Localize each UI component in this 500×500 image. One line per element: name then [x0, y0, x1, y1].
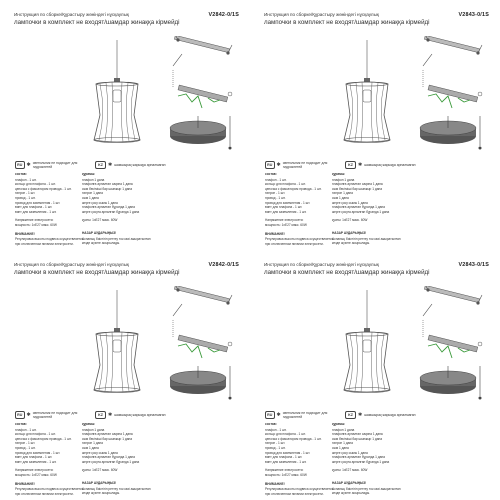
warning-head-ru: ВНИМАНИЕ!: [15, 481, 35, 486]
bulbs-note: лампочки в комплект не входят/шамдар жинаққа кірмейді: [264, 269, 430, 276]
note-ru: светильник не подходит для гидроклетей: [32, 411, 78, 419]
list-item: винт для заземления - 1 шт.: [265, 459, 307, 464]
contents-list-kz: [332, 422, 452, 496]
instruction-panel: [250, 0, 500, 250]
list-item: цепочка с фиксатором провода - 1 шт.: [265, 186, 322, 191]
list-item: Регулировка высоты подвеса осуществляется: [265, 237, 334, 242]
note-ru: светильник не подходит для гидроклетей: [32, 161, 78, 169]
no-light-icon: ✱: [358, 412, 363, 418]
list-item: жерге қосуға арналған бұранда 1 дана: [82, 209, 140, 214]
list-item: патрон - 1 шт.: [15, 191, 36, 196]
contents-head-ru: состав:: [265, 422, 277, 426]
language-badge-ru: RU: [15, 161, 25, 169]
list-item: Регулировка высоты подвеса осуществляется: [265, 487, 334, 492]
list-item: мощность: 1xE27 макс. 60W: [265, 472, 307, 477]
list-item: кольцо для плафона - 1 шт.: [265, 182, 306, 187]
list-item: жерге қосу сымы 1 дана: [82, 450, 118, 455]
pendant-lamp-illustration: [82, 40, 152, 145]
mounting-bracket-diagram: [418, 36, 490, 156]
list-item: плафонға арналған бұранда 1 дана: [332, 455, 385, 460]
list-item: сым 1 дана: [332, 195, 349, 200]
list-item: плафонға арналған сақина 1 дана: [82, 182, 133, 187]
warnings-row: [265, 158, 490, 172]
contents-head-ru: состав:: [265, 172, 277, 176]
list-item: патрон - 1 шт.: [265, 191, 286, 196]
list-item: плафон - 1 шт.: [265, 427, 287, 432]
list-item: винт для заземления - 1 шт.: [15, 209, 57, 214]
list-item: плафонға арналған сақина 1 дана: [332, 432, 383, 437]
panel-header: [264, 12, 489, 26]
list-item: жерге қосуға арналған бұранда 1 дана: [332, 459, 390, 464]
list-item: Напряжение электросети:: [265, 468, 304, 473]
list-item: провод для заземления - 1 шт.: [265, 450, 311, 455]
warnings-row: [265, 408, 490, 422]
contents-list-kz: [82, 422, 202, 496]
list-item: сым бекіткіші бар шынжыр 1 дана: [332, 186, 383, 191]
panel-header: [14, 262, 239, 276]
list-item: Аспаның биіктігін реттеу ток көзі ажыратылған: [332, 236, 401, 241]
list-item: винт для плафона - 1 шт.: [15, 205, 53, 210]
contents-head-ru: состав:: [15, 422, 27, 426]
list-item: кезде жүзеге асырылады.: [82, 241, 121, 246]
warnings-row: [15, 158, 240, 172]
list-item: Напряжение электросети:: [15, 468, 54, 473]
list-item: провод - 1 шт.: [15, 445, 36, 450]
no-light-icon: ✱: [108, 162, 113, 168]
list-item: жерге қосу сымы 1 дана: [332, 450, 368, 455]
no-light-icon: ✱: [108, 412, 113, 418]
list-item: плафон 1 дана: [332, 427, 355, 432]
list-item: Напряжение электросети:: [265, 218, 304, 223]
warning-head-ru: ВНИМАНИЕ!: [265, 231, 285, 236]
list-item: патрон 1 дана: [332, 441, 353, 446]
assembly-title: Инструкция по сборке/Құрастыру жөніндегі нұсқаулық: [14, 262, 129, 267]
contents-head-kz: құрамы:: [82, 422, 96, 426]
list-item: патрон - 1 шт.: [15, 441, 36, 446]
list-item: сым бекіткіші бар шынжыр 1 дана: [82, 436, 133, 441]
contents-list-kz: [82, 172, 202, 246]
contents-head-kz: құрамы:: [332, 172, 346, 176]
note-kz: шамшырақ жарыққа арналмаған: [114, 163, 166, 167]
warning-head-kz: НАЗАР АУДАРЫҢЫЗ!: [332, 230, 367, 235]
mounting-bracket-diagram: [418, 286, 490, 406]
list-item: кезде жүзеге асырылады.: [332, 241, 371, 246]
list-item: мощность: 1xE27 макс. 60W: [15, 472, 57, 477]
list-item: провод - 1 шт.: [265, 445, 286, 450]
no-hydro-icon: ✱: [26, 162, 31, 168]
bulbs-note: лампочки в комплект не входят/шамдар жинаққа кірмейді: [14, 19, 180, 26]
list-item: патрон 1 дана: [332, 191, 353, 196]
list-item: Напряжение электросети:: [15, 218, 54, 223]
list-item: кольцо для плафона - 1 шт.: [265, 432, 306, 437]
warning-head-kz: НАЗАР АУДАРЫҢЫЗ!: [82, 480, 117, 485]
list-item: қуаты: 1xE27 макс. 60W: [82, 218, 118, 223]
list-item: провод - 1 шт.: [15, 195, 36, 200]
list-item: провод - 1 шт.: [265, 195, 286, 200]
list-item: жерге қосу сымы 1 дана: [82, 200, 118, 205]
list-item: винт для заземления - 1 шт.: [15, 459, 57, 464]
list-item: кольцо для плафона - 1 шт.: [15, 182, 56, 187]
list-item: жерге қосу сымы 1 дана: [332, 200, 368, 205]
language-badge-ru: RU: [265, 161, 275, 169]
list-item: сым 1 дана: [332, 445, 349, 450]
contents-head-ru: состав:: [15, 172, 27, 176]
language-badge-kz: KZ: [345, 411, 356, 419]
list-item: Аспаның биіктігін реттеу ток көзі ажыратылған: [332, 486, 401, 491]
list-item: кезде жүзеге асырылады.: [332, 491, 371, 496]
list-item: цепочка с фиксатором провода - 1 шт.: [15, 436, 72, 441]
list-item: плафонға арналған бұранда 1 дана: [332, 205, 385, 210]
list-item: қуаты: 1xE27 макс. 60W: [332, 218, 368, 223]
warning-head-ru: ВНИМАНИЕ!: [15, 231, 35, 236]
list-item: цепочка с фиксатором провода - 1 шт.: [15, 186, 72, 191]
list-item: винт для плафона - 1 шт.: [15, 455, 53, 460]
list-item: плафон 1 дана: [82, 427, 105, 432]
warning-head-kz: НАЗАР АУДАРЫҢЫЗ!: [332, 480, 367, 485]
list-item: Аспаның биіктігін реттеу ток көзі ажыратылған: [82, 486, 151, 491]
list-item: кезде жүзеге асырылады.: [82, 491, 121, 496]
list-item: провод для заземления - 1 шт.: [15, 200, 61, 205]
list-item: при отключенном питании электросети.: [265, 491, 324, 496]
mounting-bracket-diagram: [168, 36, 240, 156]
note-kz: шамшырақ жарыққа арналмаған: [364, 163, 416, 167]
list-item: патрон 1 дана: [82, 441, 103, 446]
list-item: мощность: 1xE27 макс. 60W: [265, 222, 307, 227]
contents-list-kz: [332, 172, 452, 246]
list-item: қуаты: 1xE27 макс. 60W: [332, 468, 368, 473]
language-badge-kz: KZ: [95, 161, 106, 169]
model-number: V2842-0/1S: [208, 262, 239, 268]
instruction-panel: [0, 250, 250, 500]
list-item: плафонға арналған сақина 1 дана: [82, 432, 133, 437]
list-item: сым бекіткіші бар шынжыр 1 дана: [332, 436, 383, 441]
mounting-bracket-diagram: [168, 286, 240, 406]
list-item: винт для плафона - 1 шт.: [265, 455, 303, 460]
panel-header: [14, 12, 239, 26]
list-item: патрон - 1 шт.: [265, 441, 286, 446]
language-badge-ru: RU: [265, 411, 275, 419]
list-item: жерге қосуға арналған бұранда 1 дана: [82, 459, 140, 464]
pendant-lamp-illustration: [332, 40, 402, 145]
list-item: жерге қосуға арналған бұранда 1 дана: [332, 209, 390, 214]
model-number: V2843-0/1S: [458, 262, 489, 268]
list-item: Аспаның биіктігін реттеу ток көзі ажыратылған: [82, 236, 151, 241]
list-item: сым 1 дана: [82, 445, 99, 450]
bulbs-note: лампочки в комплект не входят/шамдар жинаққа кірмейді: [14, 269, 180, 276]
no-light-icon: ✱: [358, 162, 363, 168]
list-item: плафон - 1 шт.: [15, 177, 37, 182]
list-item: плафон - 1 шт.: [265, 177, 287, 182]
warning-head-kz: НАЗАР АУДАРЫҢЫЗ!: [82, 230, 117, 235]
pendant-lamp-illustration: [332, 290, 402, 395]
note-kz: шамшырақ жарыққа арналмаған: [364, 413, 416, 417]
note-ru: светильник не подходит для гидроклетей: [282, 411, 328, 419]
list-item: плафонға арналған бұранда 1 дана: [82, 205, 135, 210]
list-item: патрон 1 дана: [82, 191, 103, 196]
no-hydro-icon: ✱: [276, 412, 281, 418]
pendant-lamp-illustration: [82, 290, 152, 395]
list-item: сым бекіткіші бар шынжыр 1 дана: [82, 186, 133, 191]
contents-head-kz: құрамы:: [332, 422, 346, 426]
list-item: плафонға арналған сақина 1 дана: [332, 182, 383, 187]
note-ru: светильник не подходит для гидроклетей: [282, 161, 328, 169]
list-item: винт для плафона - 1 шт.: [265, 205, 303, 210]
list-item: плафонға арналған бұранда 1 дана: [82, 455, 135, 460]
contents-head-kz: құрамы:: [82, 172, 96, 176]
list-item: сым 1 дана: [82, 195, 99, 200]
list-item: кольцо для плафона - 1 шт.: [15, 432, 56, 437]
list-item: қуаты: 1xE27 макс. 60W: [82, 468, 118, 473]
instruction-panel: [0, 0, 250, 250]
warnings-row: [15, 408, 240, 422]
list-item: при отключенном питании электросети.: [265, 241, 324, 246]
no-hydro-icon: ✱: [276, 162, 281, 168]
list-item: провод для заземления - 1 шт.: [265, 200, 311, 205]
list-item: Регулировка высоты подвеса осуществляется: [15, 487, 84, 492]
list-item: при отключенном питании электросети.: [15, 241, 74, 246]
panel-header: [264, 262, 489, 276]
language-badge-ru: RU: [15, 411, 25, 419]
bulbs-note: лампочки в комплект не входят/шамдар жинаққа кірмейді: [264, 19, 430, 26]
list-item: плафон - 1 шт.: [15, 427, 37, 432]
list-item: при отключенном питании электросети.: [15, 491, 74, 496]
model-number: V2843-0/1S: [458, 12, 489, 18]
language-badge-kz: KZ: [95, 411, 106, 419]
list-item: плафон 1 дана: [82, 177, 105, 182]
list-item: Регулировка высоты подвеса осуществляется: [15, 237, 84, 242]
list-item: винт для заземления - 1 шт.: [265, 209, 307, 214]
language-badge-kz: KZ: [345, 161, 356, 169]
note-kz: шамшырақ жарыққа арналмаған: [114, 413, 166, 417]
no-hydro-icon: ✱: [26, 412, 31, 418]
assembly-title: Инструкция по сборке/Құрастыру жөніндегі нұсқаулық: [264, 262, 379, 267]
list-item: провод для заземления - 1 шт.: [15, 450, 61, 455]
model-number: V2842-0/1S: [208, 12, 239, 18]
instruction-panel: [250, 250, 500, 500]
list-item: плафон 1 дана: [332, 177, 355, 182]
assembly-title: Инструкция по сборке/Құрастыру жөніндегі нұсқаулық: [264, 12, 379, 17]
list-item: мощность: 1xE27 макс. 60W: [15, 222, 57, 227]
assembly-title: Инструкция по сборке/Құрастыру жөніндегі нұсқаулық: [14, 12, 129, 17]
list-item: цепочка с фиксатором провода - 1 шт.: [265, 436, 322, 441]
warning-head-ru: ВНИМАНИЕ!: [265, 481, 285, 486]
